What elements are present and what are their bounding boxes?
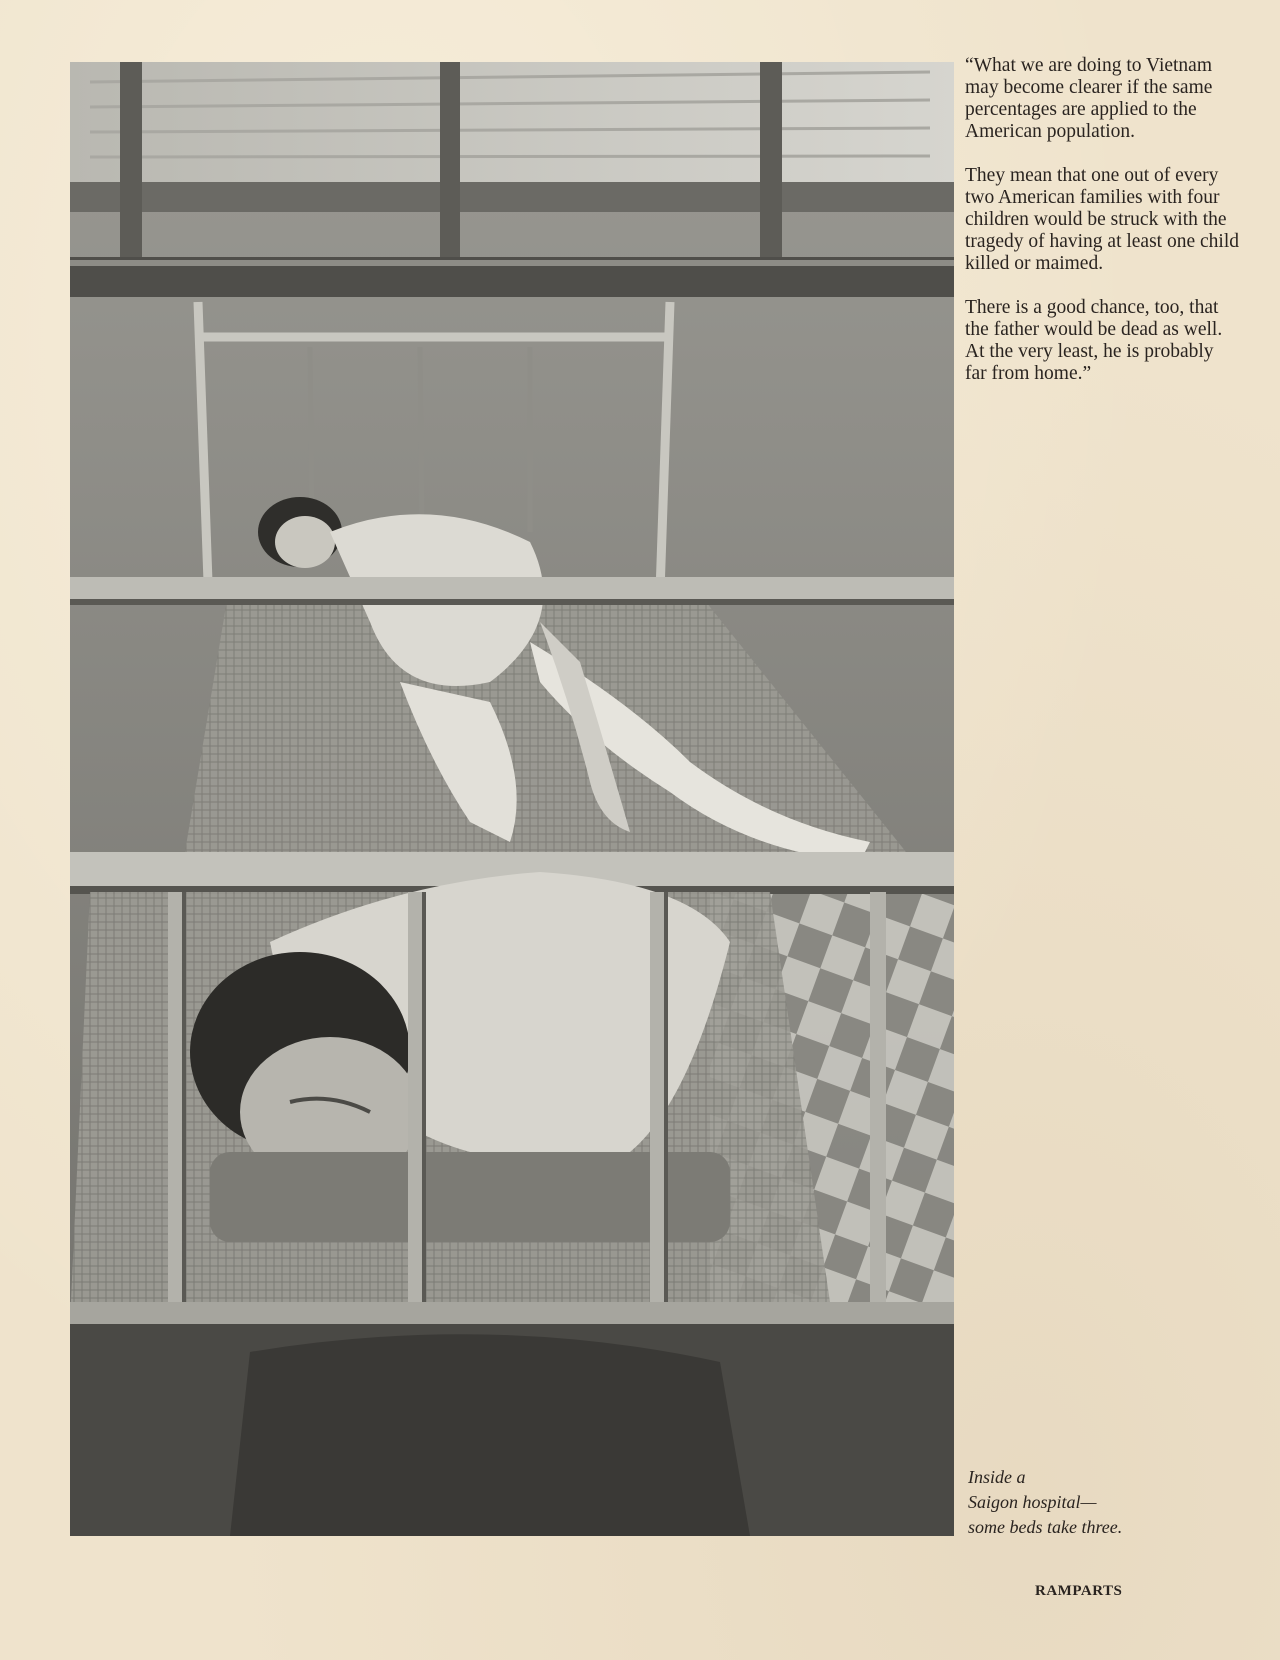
caption-line: some beds take three. bbox=[968, 1517, 1123, 1537]
magazine-name: RAMPARTS bbox=[1035, 1583, 1123, 1599]
hospital-photo bbox=[70, 62, 954, 1536]
caption-line: Inside a bbox=[968, 1467, 1026, 1487]
hospital-beds-photograph bbox=[70, 62, 954, 1536]
quote-paragraph: They mean that one out of every two American families with four children would be struck with the tragedy of having at least one child killed or maimed. bbox=[965, 165, 1239, 274]
photo-caption bbox=[968, 1465, 1208, 1540]
quote-paragraph: There is a good chance, too, that the father would be dead as well. At the very least, he is probably far from home.” bbox=[965, 297, 1223, 384]
caption-line: Saigon hospital— bbox=[968, 1492, 1097, 1512]
quote-paragraph: “What we are doing to Vietnam may become clearer if the same percentages are applied to the American population. bbox=[965, 55, 1213, 142]
article-text bbox=[965, 55, 1240, 407]
